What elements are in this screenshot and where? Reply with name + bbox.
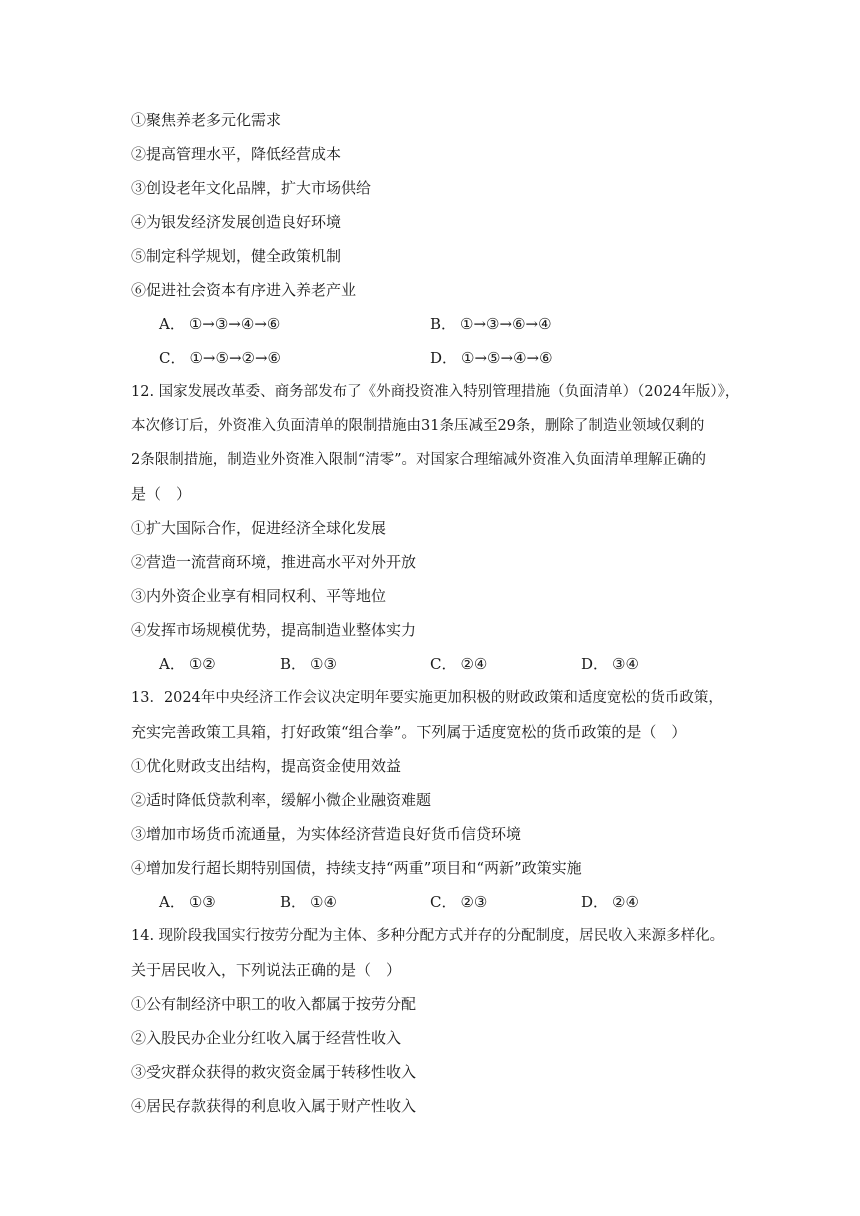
option-label: D．	[430, 349, 458, 367]
option-label: C．	[159, 349, 186, 367]
q11-item-1: ①聚焦养老多元化需求	[131, 111, 282, 129]
q14-stem-line-2: 关于居民收入，下列说法正确的是（ ）	[131, 961, 402, 979]
option-text: ②④	[612, 893, 639, 911]
q11-option-d[interactable]	[430, 348, 553, 368]
q13-option-b[interactable]	[280, 892, 337, 912]
q12-option-a[interactable]	[159, 654, 216, 674]
q11-option-b[interactable]	[430, 314, 552, 334]
q14-item-2: ②入股民办企业分红收入属于经营性收入	[131, 1029, 402, 1047]
option-label: C．	[430, 893, 457, 911]
option-text: ③④	[612, 655, 639, 673]
q12-item-1: ①扩大国际合作，促进经济全球化发展	[131, 519, 387, 537]
q13-item-2: ②适时降低贷款利率，缓解小微企业融资难题	[131, 791, 432, 809]
q14-item-3: ③受灾群众获得的救灾资金属于转移性收入	[131, 1063, 417, 1081]
q14-item-1: ①公有制经济中职工的收入都属于按劳分配	[131, 995, 417, 1013]
q11-item-4: ④为银发经济发展创造良好环境	[131, 213, 342, 231]
q11-option-c[interactable]	[159, 348, 281, 368]
option-text: ①④	[310, 893, 337, 911]
option-label: D．	[581, 655, 609, 673]
option-text: ①→③→⑥→④	[460, 315, 552, 333]
q11-option-a[interactable]	[159, 314, 280, 334]
option-text: ①③	[188, 893, 216, 911]
q13-option-a[interactable]	[159, 892, 216, 912]
q12-option-b[interactable]	[280, 654, 337, 674]
option-text: ①→⑤→②→⑥	[189, 349, 281, 367]
option-text: ①→③→④→⑥	[188, 315, 281, 333]
q14-item-4: ④居民存款获得的利息收入属于财产性收入	[131, 1097, 417, 1115]
q14-stem-line-1: 14. 现阶段我国实行按劳分配为主体、多种分配方式并存的分配制度，居民收入来源多样化。	[131, 928, 725, 944]
q12-stem-line-4: 是（ ）	[131, 485, 192, 503]
q12-stem-line-3: 2条限制措施，制造业外资准入限制“清零”。对国家合理缩减外资准入负面清单理解正确的	[131, 452, 707, 468]
q11-item-6: ⑥促进社会资本有序进入养老产业	[131, 281, 357, 299]
q12-stem-line-2: 本次修订后，外资准入负面清单的限制措施由31条压减至29条，删除了制造业领域仅剩的	[131, 418, 705, 434]
q12-option-c[interactable]	[430, 654, 487, 674]
q13-item-1: ①优化财政支出结构，提高资金使用效益	[131, 757, 402, 775]
q12-item-3: ③内外资企业享有相同权利、平等地位	[131, 587, 387, 605]
option-text: ①→⑤→④→⑥	[461, 349, 553, 367]
q12-item-2: ②营造一流营商环境，推进高水平对外开放	[131, 553, 417, 571]
q13-stem-line-2: 充实完善政策工具箱，打好政策“组合拳”。下列属于适度宽松的货币政策的是（ ）	[131, 723, 687, 741]
q12-item-4: ④发挥市场规模优势，提高制造业整体实力	[131, 621, 417, 639]
q11-item-2: ②提高管理水平，降低经营成本	[131, 145, 342, 163]
option-label: D．	[581, 893, 609, 911]
q13-item-3: ③增加市场货币流通量，为实体经济营造良好货币信贷环境	[131, 825, 522, 843]
q11-item-5: ⑤制定科学规划，健全政策机制	[131, 247, 342, 265]
option-label: B．	[430, 315, 457, 333]
option-label: B．	[280, 893, 307, 911]
option-text: ②④	[460, 655, 488, 673]
option-label: C．	[430, 655, 457, 673]
q13-stem-line-1: 13．2024年中央经济工作会议决定明年要实施更加积极的财政政策和适度宽松的货币政策，	[131, 690, 723, 706]
option-text: ①②	[188, 655, 216, 673]
option-text: ①③	[310, 655, 337, 673]
option-label: A．	[159, 893, 185, 911]
option-label: B．	[280, 655, 307, 673]
q12-option-d[interactable]	[581, 654, 639, 674]
option-text: ②③	[460, 893, 488, 911]
option-label: A．	[159, 655, 185, 673]
q13-item-4: ④增加发行超长期特别国债，持续支持“两重”项目和“两新”政策实施	[131, 859, 582, 877]
q11-item-3: ③创设老年文化品牌，扩大市场供给	[131, 179, 372, 197]
q13-option-c[interactable]	[430, 892, 487, 912]
option-label: A．	[159, 315, 185, 333]
q13-option-d[interactable]	[581, 892, 639, 912]
q12-stem-line-1: 12. 国家发展改革委、商务部发布了《外商投资准入特别管理措施（负面清单）（2024年版）》，	[131, 384, 740, 400]
